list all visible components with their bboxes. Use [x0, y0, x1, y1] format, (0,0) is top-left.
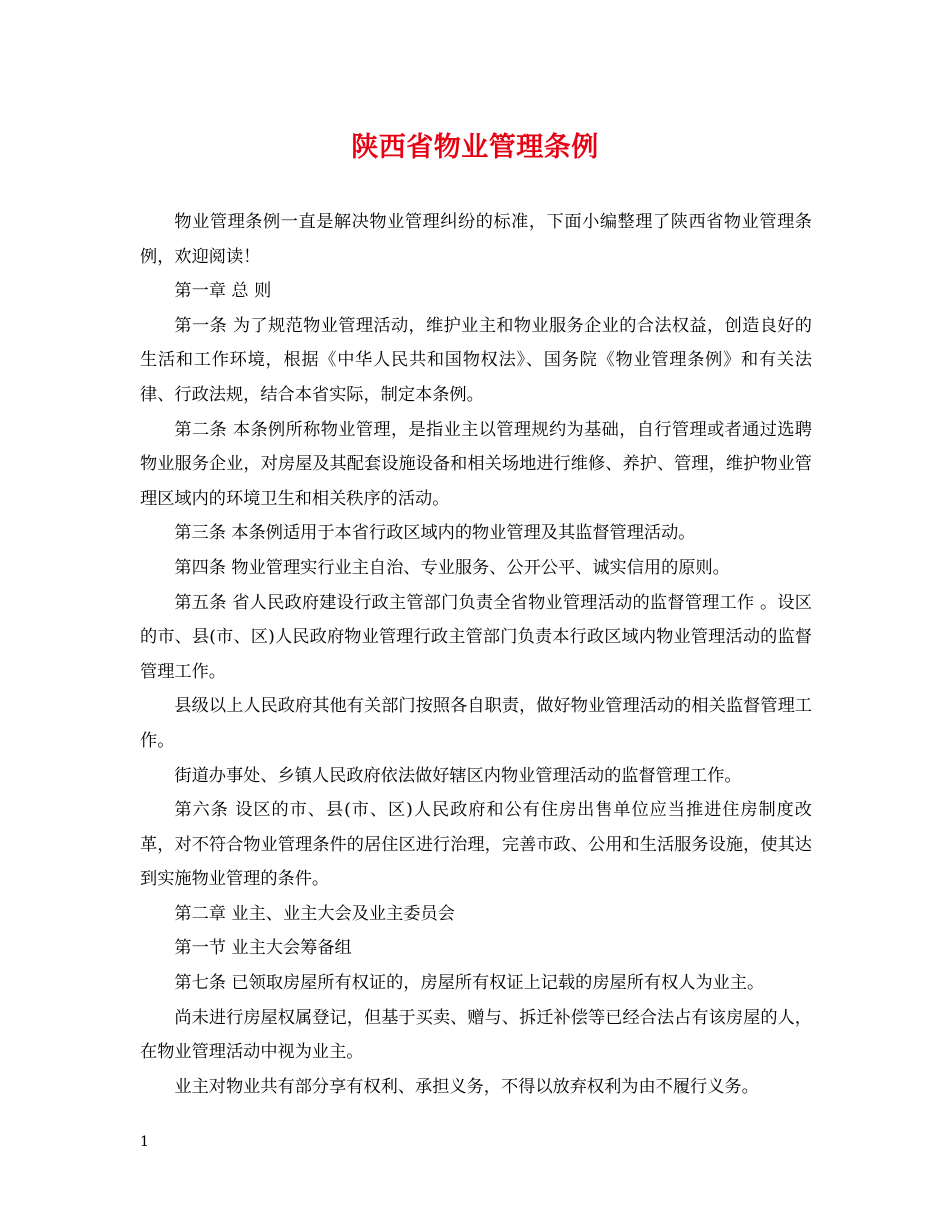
chapter-heading: 第一章 总 则	[174, 281, 272, 302]
paragraph: 尚未进行房屋权属登记，但基于买卖、赠与、拆迁补偿等已经合法占有该房屋的人，在物业管理活动中视为业主。	[140, 1007, 812, 1063]
paragraph: 第七条 已领取房屋所有权证的，房屋所有权证上记载的房屋所有权人为业主。	[174, 973, 765, 994]
paragraph: 第五条 省人民政府建设行政主管部门负责全省物业管理活动的监督管理工作 。设区的市、县(市、区)人民政府物业管理行政主管部门负责本行政区域内物业管理活动的监督管理工作。	[140, 592, 812, 682]
chapter-heading: 第二章 业主、业主大会及业主委员会	[174, 903, 455, 924]
paragraph: 县级以上人民政府其他有关部门按照各自职责，做好物业管理活动的相关监督管理工作。	[140, 696, 812, 751]
paragraph: 物业管理条例一直是解决物业管理纠纷的标准，下面小编整理了陕西省物业管理条例，欢迎阅读！	[140, 212, 812, 267]
paragraph: 第六条 设区的市、县(市、区)人民政府和公有住房出售单位应当推进住房制度改革，对不符合物业管理条件的居住区进行治理，完善市政、公用和生活服务设施，使其达到实施物业管理的条件。	[140, 800, 812, 890]
paragraph: 第三条 本条例适用于本省行政区域内的物业管理及其监督管理活动。	[174, 523, 696, 544]
paragraph: 第四条 物业管理实行业主自治、专业服务、公开公平、诚实信用的原则。	[174, 557, 730, 578]
paragraph: 业主对物业共有部分享有权利、承担义务，不得以放弃权利为由不履行义务。	[174, 1076, 759, 1097]
paragraph: 第二条 本条例所称物业管理，是指业主以管理规约为基础，自行管理或者通过选聘物业服务企业，对房屋及其配套设施设备和相关场地进行维修、养护、管理，维护物业管理区域内的环境卫生和相关秩序的活动。	[140, 419, 812, 509]
page-number: 1	[140, 1134, 149, 1150]
document-title: 陕西省物业管理条例	[351, 132, 599, 163]
paragraph: 街道办事处、乡镇人民政府依法做好辖区内物业管理活动的监督管理工作。	[174, 765, 742, 786]
section-heading: 第一节 业主大会筹备组	[174, 938, 352, 959]
paragraph: 第一条 为了规范物业管理活动，维护业主和物业服务企业的合法权益，创造良好的生活和工作环境，根据《中华人民共和国物权法》、国务院《物业管理条例》和有关法律、行政法规，结合本省实际，制定本条例。	[140, 315, 812, 405]
document-body	[140, 205, 812, 1104]
